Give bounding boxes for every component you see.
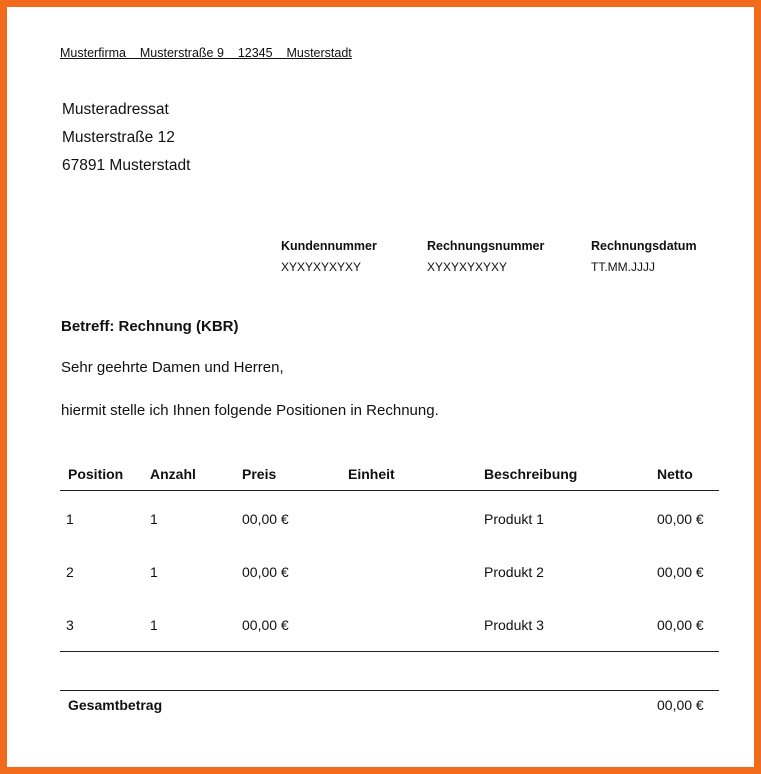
salutation: Sehr geehrte Damen und Herren, [61,359,284,376]
cell-netto: 00,00 € [657,617,704,633]
cell-preis: 00,00 € [242,617,289,633]
invoice-date-value: TT.MM.JJJJ [591,260,655,274]
cell-beschreibung: Produkt 3 [484,617,544,633]
invoice-date-label: Rechnungsdatum [591,239,697,253]
recipient-street: Musterstraße 12 [62,129,175,146]
column-header-position: Position [68,466,124,482]
total-value: 00,00 € [657,697,704,713]
column-header-einheit: Einheit [348,466,395,482]
column-header-anzahl: Anzahl [150,466,196,482]
cell-position: 1 [66,511,74,527]
cell-anzahl: 1 [150,617,158,633]
column-header-beschreibung: Beschreibung [484,466,578,482]
customer-number-value: XYXYXYXYXY [281,260,362,274]
cell-netto: 00,00 € [657,564,704,580]
subject-line: Betreff: Rechnung (KBR) [61,318,239,335]
cell-anzahl: 1 [150,511,158,527]
cell-anzahl: 1 [150,564,158,580]
cell-netto: 00,00 € [657,511,704,527]
sender-line: Musterfirma Musterstraße 9 12345 Musterstadt [60,46,352,60]
cell-preis: 00,00 € [242,564,289,580]
recipient-name: Musteradressat [62,101,169,118]
intro-text: hiermit stelle ich Ihnen folgende Positionen in Rechnung. [61,402,439,419]
column-header-netto: Netto [657,466,693,482]
customer-number-label: Kundennummer [281,239,377,253]
table-bottom-rule [60,651,719,652]
cell-position: 3 [66,617,74,633]
invoice-number-label: Rechnungsnummer [427,239,545,253]
total-rule [60,690,719,691]
cell-beschreibung: Produkt 2 [484,564,544,580]
total-label: Gesamtbetrag [68,697,163,713]
header-rule [60,490,719,491]
column-header-preis: Preis [242,466,277,482]
invoice-number-value: XYXYXYXYXY [427,260,508,274]
cell-position: 2 [66,564,74,580]
recipient-city: 67891 Musterstadt [62,157,191,174]
cell-preis: 00,00 € [242,511,289,527]
cell-beschreibung: Produkt 1 [484,511,544,527]
